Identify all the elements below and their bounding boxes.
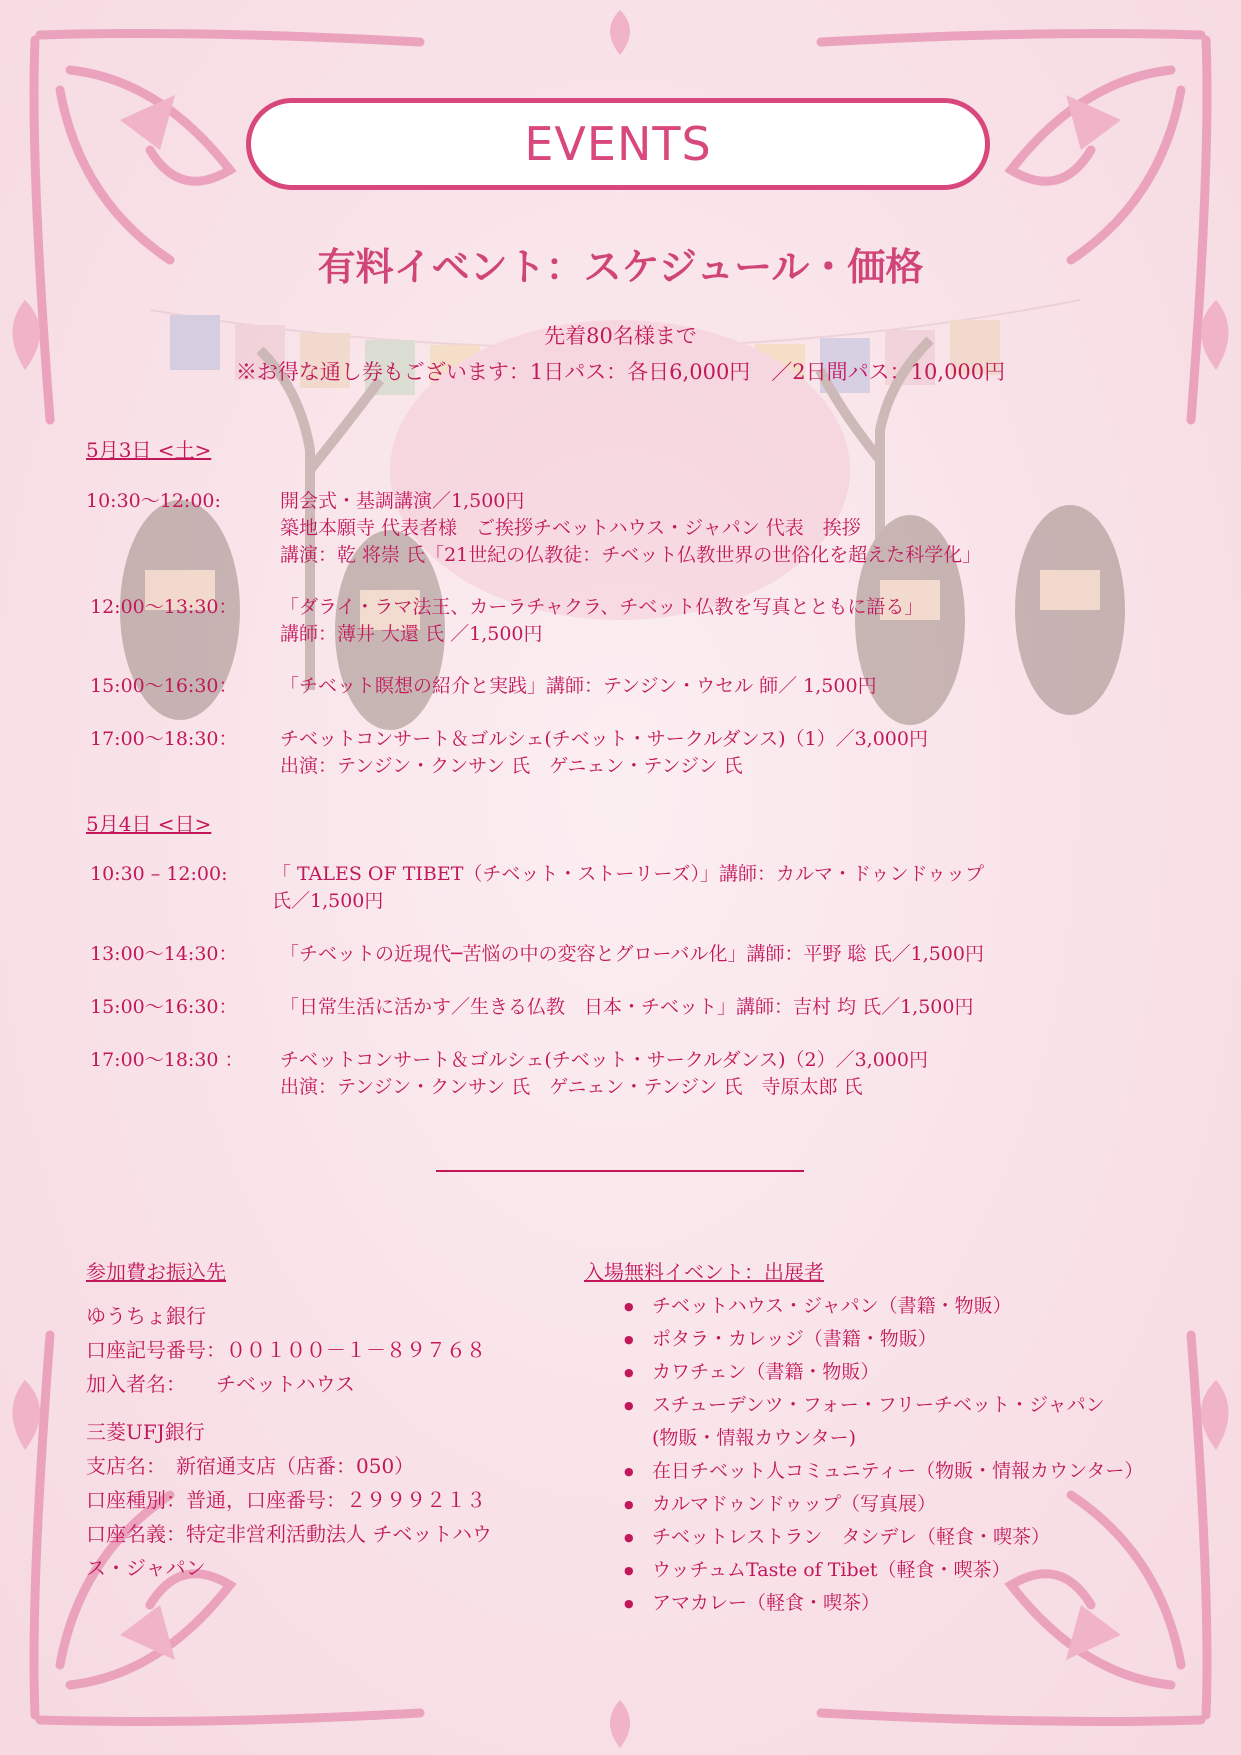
list-item: ● チベットレストラン タシデレ（軽食・喫茶） xyxy=(620,1521,1143,1554)
bank-line: 三菱UFJ銀行 xyxy=(86,1420,205,1444)
bank-line: ス・ジャパン xyxy=(86,1556,206,1580)
list-item: ● ポタラ・カレッジ（書籍・物販） xyxy=(620,1323,1143,1356)
page-title: 有料イベント：スケジュール・価格 xyxy=(317,244,924,289)
list-item: ● ウッチュムTaste of Tibet（軽食・喫茶） xyxy=(620,1554,1143,1587)
banner-title: EVENTS xyxy=(524,117,712,171)
bank-line: 口座記号番号：００１００－１－８９７６８ xyxy=(86,1338,486,1362)
day-label-may3: 5月3日 <土> xyxy=(86,438,212,462)
list-item: ● カルマドゥンドゥップ（写真展） xyxy=(620,1488,1143,1521)
event-line: 「ダライ・ラマ法王、カーラチャクラ、チベット仏教を写真とともに語る」 xyxy=(280,596,924,618)
event-line: 「チベットの近現代─苦悩の中の変容とグローバル化」講師：平野 聡 氏／1,500円 xyxy=(280,943,984,965)
event-line: 氏／1,500円 xyxy=(272,890,384,912)
event-time: 13:00～14:30： xyxy=(90,943,238,965)
event-time: 10:30 – 12:00: xyxy=(90,863,228,885)
bank-line: 支店名： 新宿通支店（店番：050） xyxy=(86,1454,415,1478)
event-time: 15:00～16:30： xyxy=(90,675,238,697)
list-item: ● 在日チベット人コミュニティー（物販・情報カウンター） xyxy=(620,1455,1143,1488)
event-time: 15:00～16:30： xyxy=(90,996,238,1018)
list-item: ● カワチェン（書籍・物販） xyxy=(620,1356,1143,1389)
day-label-may4: 5月4日 <日> xyxy=(86,812,212,836)
event-details xyxy=(280,673,877,700)
event-line: 開会式・基調講演／1,500円 xyxy=(280,490,525,512)
list-item: ● スチューデンツ・フォー・フリーチベット・ジャパン xyxy=(620,1389,1143,1422)
capacity-note: 先着80名様まで xyxy=(544,324,697,348)
section-divider xyxy=(436,1170,804,1172)
event-details xyxy=(280,488,981,569)
event-line: 講師：薄井 大還 氏 ／1,500円 xyxy=(280,623,543,645)
event-line: 築地本願寺 代表者様 ご挨拶チベットハウス・ジャパン 代表 挨拶 xyxy=(280,517,861,539)
bank-line: ゆうちょ銀行 xyxy=(86,1304,206,1328)
event-details xyxy=(272,861,984,915)
event-details xyxy=(280,726,928,780)
exhibitors-heading: 入場無料イベント：出展者 xyxy=(584,1260,824,1284)
pass-note: ※お得な通し券もございます：1日パス：各日6,000円 ／2日間パス：10,000円 xyxy=(235,360,1006,384)
payment-heading: 参加費お振込先 xyxy=(86,1260,226,1284)
event-line: 出演：テンジン・クンサン 氏 ゲニェン・テンジン 氏 寺原太郎 氏 xyxy=(280,1076,863,1098)
event-line: 「チベット瞑想の紹介と実践」講師：テンジン・ウセル 師／ 1,500円 xyxy=(280,675,877,697)
event-line: 「 TALES OF TIBET（チベット・ストーリーズ）」講師：カルマ・ドゥンドゥップ xyxy=(272,863,985,885)
exhibitor-list xyxy=(620,1290,1143,1620)
event-details xyxy=(280,994,973,1021)
bank-line: 加入者名： チベットハウス xyxy=(86,1372,355,1396)
event-line: チベットコンサート＆ゴルシェ(チベット・サークルダンス)（2）／3,000円 xyxy=(280,1049,928,1071)
event-line: 「日常生活に活かす／生きる仏教 日本・チベット」講師：吉村 均 氏／1,500円 xyxy=(280,996,974,1018)
list-item-continuation xyxy=(620,1422,1143,1455)
event-line: チベットコンサート＆ゴルシェ(チベット・サークルダンス)（1）／3,000円 xyxy=(280,728,928,750)
event-time: 12:00～13:30： xyxy=(90,596,238,618)
event-details xyxy=(280,1047,928,1101)
bank-line: 口座種別：普通，口座番号：２９９９２１３ xyxy=(86,1488,486,1512)
event-time: 17:00～18:30 ： xyxy=(90,1049,244,1071)
event-details xyxy=(280,941,984,968)
event-time: 17:00～18:30： xyxy=(90,728,238,750)
bank-line: 口座名義：特定非営利活動法人 チベットハウ xyxy=(86,1522,492,1546)
events-banner xyxy=(246,98,990,190)
event-line: 出演：テンジン・クンサン 氏 ゲニェン・テンジン 氏 xyxy=(280,755,743,777)
event-time: 10:30～12:00: xyxy=(86,490,221,512)
list-item: ● チベットハウス・ジャパン（書籍・物販） xyxy=(620,1290,1143,1323)
continuation-text: (物販・情報カウンター) xyxy=(652,1427,857,1449)
list-item: ● アマカレー（軽食・喫茶） xyxy=(620,1587,1143,1620)
event-line: 講演：乾 将崇 氏「21世紀の仏教徒：チベット仏教世界の世俗化を超えた科学化」 xyxy=(280,544,982,566)
event-details xyxy=(280,594,923,648)
